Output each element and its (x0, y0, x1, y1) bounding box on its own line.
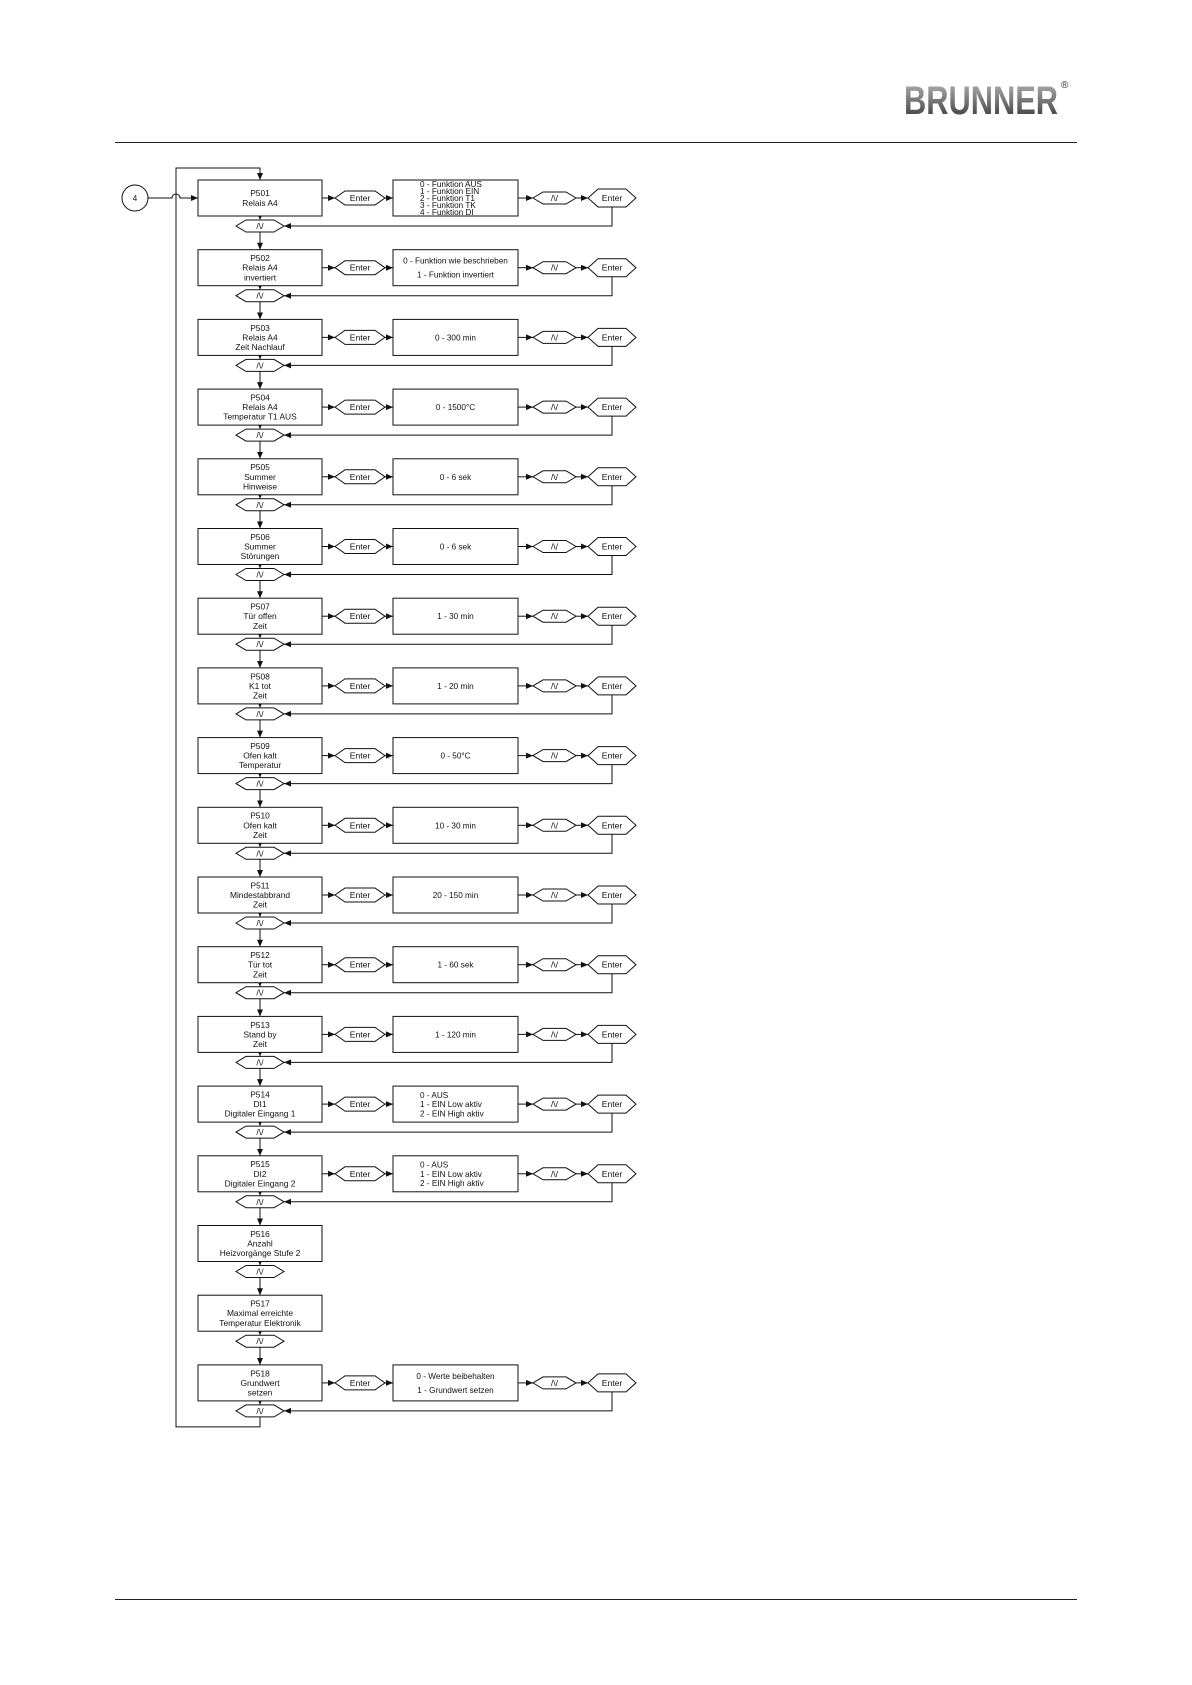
nav-diamond-label: /\/ (256, 1266, 264, 1277)
param-code: P504 (250, 392, 270, 403)
nav-diamond-label: /\/ (256, 221, 264, 231)
confirm-enter-diamond-label: Enter (601, 750, 623, 761)
param-label-line: Zeit (253, 1039, 267, 1049)
option-value: 0 - 300 min (435, 333, 476, 343)
nav-diamond-label: /\/ (256, 430, 264, 441)
confirm-enter-diamond-label: Enter (601, 193, 623, 203)
confirm-enter-diamond-label: Enter (601, 680, 623, 691)
nav-diamond-label: /\/ (256, 360, 264, 371)
nav-diamond-label: /\/ (256, 290, 264, 301)
enter-diamond-label: Enter (349, 1029, 371, 1040)
nav-diamond-row-label: /\/ (550, 1029, 559, 1040)
param-code: P505 (250, 462, 270, 473)
confirm-enter-diamond-label: Enter (601, 1168, 623, 1179)
option-value: 2 - EIN High aktiv (420, 1109, 484, 1119)
param-label-line: Anzahl (247, 1238, 273, 1249)
nav-diamond-row-label: /\/ (550, 820, 559, 831)
param-code: P506 (250, 531, 270, 542)
param-label-line: Hinweise (243, 481, 277, 492)
nav-diamond-row-label: /\/ (550, 1377, 559, 1388)
confirm-enter-diamond-label: Enter (601, 332, 623, 343)
param-label-line: Störungen (240, 551, 280, 562)
options-box-p518 (393, 1365, 518, 1401)
nav-diamond-row-label: /\/ (550, 402, 559, 413)
param-label-line: Summer (244, 541, 276, 552)
confirm-enter-diamond-label: Enter (601, 1377, 623, 1388)
param-label-line: DI2 (253, 1168, 267, 1179)
enter-diamond-label: Enter (349, 680, 371, 691)
entry-connector-label: 4 (132, 194, 138, 203)
nav-diamond-row-label: /\/ (550, 611, 559, 622)
confirm-enter-diamond-label: Enter (601, 1099, 623, 1110)
enter-diamond-label: Enter (349, 1099, 371, 1110)
option-value: 10 - 30 min (435, 821, 476, 831)
enter-diamond-label: Enter (349, 959, 371, 970)
option-value: 1 - EIN Low aktiv (420, 1169, 482, 1179)
param-label-line: Tür offen (243, 611, 277, 622)
param-code: P512 (250, 950, 270, 961)
option-value: 0 - AUS (420, 1160, 449, 1170)
param-label-line: Summer (244, 471, 276, 482)
param-code: P508 (250, 671, 270, 682)
param-label-line: Relais A4 (242, 332, 278, 343)
option-value: 0 - 6 sek (439, 542, 472, 552)
param-label-line: Ofen kalt (243, 820, 277, 831)
option-value: 2 - EIN High aktiv (420, 1179, 484, 1189)
nav-diamond-row-label: /\/ (550, 750, 559, 761)
option-value: 1 - 60 sek (437, 960, 474, 970)
option-value: 20 - 150 min (432, 891, 479, 900)
confirm-enter-diamond-label: Enter (601, 471, 623, 482)
param-label-line: DI1 (253, 1099, 267, 1110)
enter-diamond-label: Enter (349, 332, 371, 343)
enter-diamond-label: Enter (349, 890, 371, 900)
nav-diamond-row-label: /\/ (550, 959, 559, 970)
option-value: 0 - Werte beibehalten (416, 1371, 495, 1381)
enter-diamond-label: Enter (349, 1377, 371, 1388)
option-value: 1 - Funktion invertiert (417, 270, 494, 280)
enter-diamond-label: Enter (349, 541, 371, 552)
param-label-line: setzen (247, 1387, 273, 1398)
param-code: P510 (250, 810, 270, 821)
param-code: P513 (250, 1019, 270, 1030)
param-label-line: Zeit (253, 969, 267, 980)
enter-diamond-label: Enter (349, 262, 371, 273)
option-value: 0 - 50°C (440, 751, 471, 761)
param-label-line: Temperatur Elektronik (219, 1317, 301, 1328)
nav-diamond-label: /\/ (256, 639, 264, 650)
nav-diamond-label: /\/ (256, 848, 264, 859)
nav-diamond-label: /\/ (256, 987, 264, 998)
nav-diamond-label: /\/ (256, 1405, 264, 1416)
option-value: 1 - 120 min (435, 1030, 476, 1040)
registered-mark: ® (1061, 80, 1069, 91)
nav-diamond-label: /\/ (256, 918, 264, 928)
confirm-enter-diamond-label: Enter (601, 959, 623, 970)
param-label-line: Heizvorgänge Stufe 2 (219, 1248, 301, 1259)
param-code: P501 (250, 188, 270, 199)
entry-line (148, 194, 198, 198)
param-label-line: Stand by (243, 1029, 277, 1040)
confirm-enter-diamond-label: Enter (601, 820, 623, 831)
nav-diamond-row-label: /\/ (550, 193, 559, 203)
option-value: 1 - EIN Low aktiv (420, 1100, 482, 1110)
param-label-line: Temperatur T1 AUS (223, 411, 297, 422)
param-label-line: Maximal erreichte (226, 1308, 294, 1319)
param-code: P515 (250, 1159, 270, 1170)
confirm-enter-diamond-label: Enter (601, 262, 623, 273)
enter-diamond-label: Enter (349, 1168, 371, 1179)
option-value: 1 - Funktion EIN (420, 186, 480, 196)
param-label-line: Digitaler Eingang 2 (224, 1178, 296, 1189)
enter-diamond-label: Enter (349, 611, 371, 622)
param-label-line: Grundwert (240, 1377, 280, 1388)
enter-diamond-label: Enter (349, 402, 371, 413)
confirm-enter-diamond-label: Enter (601, 402, 623, 413)
param-label-line: Zeit (253, 690, 267, 701)
enter-diamond-label: Enter (349, 193, 371, 203)
option-value: 0 - 6 sek (439, 472, 472, 482)
nav-diamond-label: /\/ (256, 1057, 264, 1068)
nav-diamond-label: /\/ (256, 778, 264, 789)
options-box-p502 (393, 250, 518, 286)
param-label-line: invertiert (243, 272, 277, 283)
param-label-line: Tür tot (247, 959, 273, 970)
nav-diamond-label: /\/ (256, 1196, 264, 1207)
param-code: P517 (250, 1298, 270, 1309)
option-value: 1 - Grundwert setzen (417, 1385, 494, 1395)
option-value: 0 - Funktion AUS (420, 179, 482, 189)
enter-diamond-label: Enter (349, 471, 371, 482)
nav-diamond-label: /\/ (256, 499, 264, 510)
param-code: P518 (250, 1368, 270, 1379)
param-code: P509 (250, 741, 270, 751)
option-value: 0 - AUS (420, 1090, 449, 1100)
option-value: 3 - Funktion TK (420, 201, 476, 211)
param-label-line: Digitaler Eingang 1 (224, 1108, 296, 1119)
confirm-enter-diamond-label: Enter (601, 541, 623, 552)
confirm-enter-diamond-label: Enter (601, 1029, 623, 1040)
nav-diamond-label: /\/ (256, 1336, 264, 1347)
param-code: P502 (250, 253, 270, 264)
param-label-line: Relais A4 (242, 402, 278, 413)
param-label-line: Mindestabbrand (229, 890, 291, 900)
param-label-line: Ofen kalt (243, 750, 277, 761)
enter-diamond-label: Enter (349, 750, 371, 761)
nav-diamond-row-label: /\/ (550, 471, 559, 482)
param-label-line: Zeit (253, 899, 267, 910)
option-value: 1 - 20 min (437, 681, 474, 691)
confirm-enter-diamond-label: Enter (601, 611, 623, 622)
nav-diamond-row-label: /\/ (550, 1099, 559, 1110)
option-value: 4 - Funktion DI (420, 208, 474, 218)
param-code: P511 (250, 880, 270, 891)
param-label-line: Zeit (253, 620, 267, 631)
param-label-line: Zeit (253, 829, 267, 840)
param-label-line: Relais A4 (242, 262, 278, 273)
confirm-enter-diamond-label: Enter (601, 890, 623, 900)
param-code: P516 (250, 1228, 270, 1239)
nav-diamond-row-label: /\/ (550, 1168, 559, 1179)
enter-diamond-label: Enter (349, 820, 371, 831)
option-value: 0 - 1500°C (435, 403, 476, 413)
nav-diamond-label: /\/ (256, 569, 264, 580)
brand-name: BRUNNER (904, 79, 1059, 118)
param-code: P503 (250, 322, 270, 333)
option-value: 0 - Funktion wie beschrieben (403, 256, 508, 266)
param-label-line: Temperatur (238, 760, 282, 771)
param-code: P514 (250, 1089, 270, 1100)
option-value: 2 - Funktion T1 (420, 194, 475, 203)
nav-diamond-label: /\/ (256, 708, 264, 719)
param-code: P507 (250, 601, 270, 612)
param-label-line: Zeit Nachlauf (235, 342, 285, 352)
nav-diamond-row-label: /\/ (550, 262, 559, 273)
nav-diamond-row-label: /\/ (550, 680, 559, 691)
nav-diamond-row-label: /\/ (550, 890, 559, 900)
option-value: 1 - 30 min (437, 612, 474, 622)
param-label-line: K1 tot (249, 680, 271, 691)
nav-diamond-row-label: /\/ (550, 541, 559, 552)
nav-diamond-label: /\/ (256, 1127, 264, 1138)
param-label-line: Relais A4 (242, 197, 278, 208)
nav-diamond-row-label: /\/ (550, 332, 559, 343)
